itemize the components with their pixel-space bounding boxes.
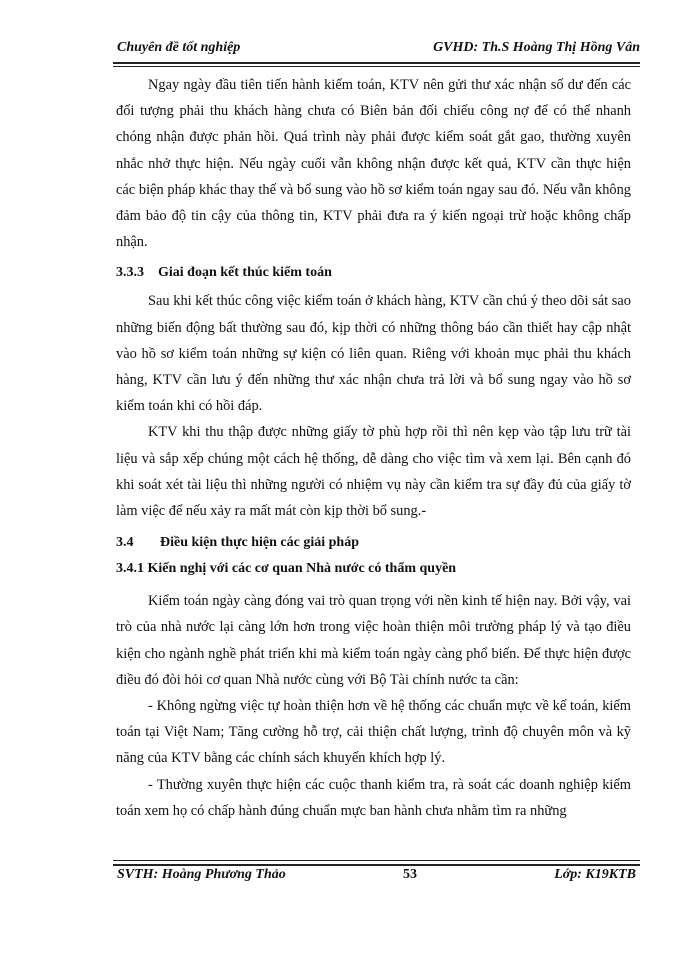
paragraph-6: - Thường xuyên thực hiện các cuộc thanh kiểm tra, rà soát các doanh nghiệp kiểm toán xem họ có chấp hành đúng chuẩn mực ban hành chưa nhằm tìm ra những (116, 776, 631, 819)
footer-right: Lớp: K19KTB (554, 867, 636, 882)
header-right: GVHD: Th.S Hoàng Thị Hồng Vân (433, 40, 640, 55)
heading-3-3-3 (116, 260, 631, 286)
heading-number: 3.4 (116, 535, 134, 551)
paragraph-4: Kiểm toán ngày càng đóng vai trò quan trọng với nền kinh tế hiện nay. Bởi vậy, vai trò của nhà nước lại càng lớn hơn trong việc hoàn thiện môi trường pháp lý và tạo điều kiện cho ngành nghề phát triển khi mà kiểm toán ngày càng phổ biến. Để thực hiện được điều đó đòi hỏi cơ quan Nhà nước cùng với Bộ Tài chính nước ta cần: (116, 593, 631, 688)
heading-3-4-1: 3.4.1 Kiến nghị với các cơ quan Nhà nước có thẩm quyền (116, 561, 457, 577)
footer-left: SVTH: Hoàng Phương Thảo (117, 867, 286, 882)
paragraph-5: - Không ngừng việc tự hoàn thiện hơn về hệ thống các chuẩn mực về kế toán, kiểm toán tại Việt Nam; Tăng cường hỗ trợ, cải thiện chất lượng, trình độ chuyên môn và kỹ năng của KTV bằng các chính sách khuyến khích hợp lý. (116, 698, 631, 767)
paragraph-2: Sau khi kết thúc công việc kiểm toán ở khách hàng, KTV cần chú ý theo dõi sát sao những biến động bất thường sau đó, kịp thời có những thông báo cần thiết hay cập nhật vào hồ sơ kiểm toán những sự kiện có liên quan. Riêng với khoản mục phải thu khách hàng, KTV cần lưu ý đến những thư xác nhận chưa trả lời và bổ sung ngay vào hồ sơ kiểm toán khi có hồi đáp. (116, 293, 631, 415)
heading-number: 3.3.3 (116, 265, 144, 281)
heading-title: Điều kiện thực hiện các giải pháp (160, 535, 359, 551)
page-body (116, 72, 631, 824)
header-left: Chuyên đề tốt nghiệp (117, 40, 241, 55)
page-number: 53 (403, 867, 417, 882)
paragraph-1: Ngay ngày đầu tiên tiến hành kiểm toán, KTV nên gửi thư xác nhận số dư đến các đối tượng phải thu khách hàng chưa có Biên bản đối chiếu công nợ để có thể nhanh chóng nhận được phản hồi. Quá trình này phải được kiểm soát gắt gao, thường xuyên nhắc nhở thực hiện. Nếu ngày cuối vẫn không nhận được kết quả, KTV cần thực hiện các biện pháp khác thay thế và bổ sung vào hồ sơ kiểm toán ngay sau đó. Nếu vẫn không đảm bảo độ tin cậy của thông tin, KTV phải đưa ra ý kiến ngoại trừ hoặc không chấp nhận. (116, 77, 631, 251)
page-header (113, 40, 640, 62)
heading-3-4 (116, 530, 631, 556)
footer-rule-thin (113, 860, 640, 861)
page-footer (113, 867, 640, 889)
heading-title: Giai đoạn kết thúc kiểm toán (158, 265, 332, 281)
paragraph-3: KTV khi thu thập được những giấy tờ phù hợp rồi thì nên kẹp vào tập lưu trữ tài liệu và sắp xếp chúng một cách hệ thống, dễ dàng cho việc tìm và xem lại. Bên cạnh đó khi soát xét tài liệu thì những người có nhiệm vụ này cần kiểm tra sự đầy đủ của giấy tờ làm việc để nếu xảy ra mất mát còn kịp thời bổ sung.- (116, 424, 631, 520)
header-rule-thick (113, 62, 640, 64)
footer-rule-thick (113, 864, 640, 866)
header-rule-thin (113, 66, 640, 67)
